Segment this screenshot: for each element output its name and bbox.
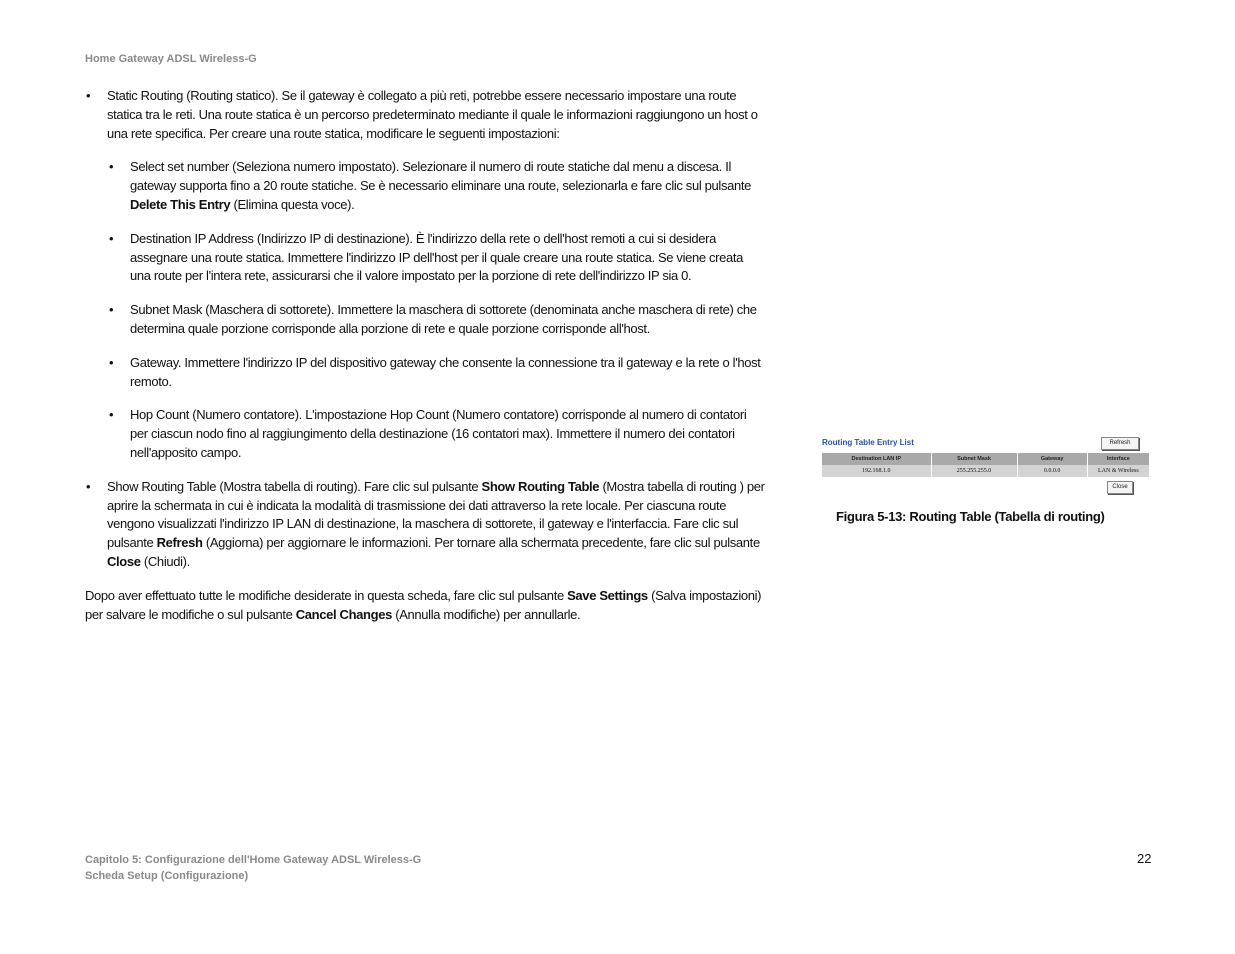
col-gateway: Gateway bbox=[1017, 453, 1087, 465]
bullet-gateway: • Gateway. Immettere l'indirizzo IP del dispositivo gateway che consente la connessione tra il gateway e la rete o l'host remoto. bbox=[108, 354, 765, 392]
routing-table-figure bbox=[818, 432, 1154, 496]
bold-show-routing-table: Show Routing Table bbox=[481, 478, 600, 494]
bullet-show-routing-table: • Show Routing Table (Mostra tabella di routing). Fare clic sul pulsante Show Routing Table (Mostra tabella di routing ) per aprire la schermata in cui è indicata la modalità di trasmissione dei dati attraverso la rete locale. Per ciascuna route vengono visualizzati l'indirizzo IP LAN di destinazione, la maschera di sottorete, il gateway e l'interfaccia. Fare clic sul pulsante Refresh (Aggiorna) per aggiornare le informazioni. Per tornare alla schermata precedente, fare clic sul pulsante Close (Chiudi). bbox=[85, 478, 765, 572]
footer-section: Scheda Setup (Configurazione) bbox=[85, 870, 249, 882]
routing-table bbox=[822, 453, 1150, 477]
refresh-button[interactable]: Refresh bbox=[1101, 437, 1139, 450]
bold-close: Close bbox=[107, 553, 141, 569]
bullet-destination-ip: • Destination IP Address (Indirizzo IP di destinazione). È l'indirizzo della rete o dell'host remoti a cui si desidera assegnare una route statica. Immettere l'indirizzo IP dell'host per il quale creare una route statica. Se viene creata una route per l'intera rete, assicurarsi che il valore impostato per la porzione di rete dell'indirizzo IP sia 0. bbox=[108, 230, 765, 286]
table-row bbox=[822, 465, 1150, 477]
bold-delete-this-entry: Delete This Entry bbox=[130, 196, 231, 212]
col-interface: Interface bbox=[1087, 453, 1149, 465]
bold-cancel-changes: Cancel Changes bbox=[295, 606, 392, 622]
bold-save-settings: Save Settings bbox=[567, 587, 648, 603]
routing-table-title: Routing Table Entry List bbox=[822, 438, 914, 447]
figure-caption: Figura 5-13: Routing Table (Tabella di routing) bbox=[836, 509, 1105, 524]
footer-chapter: Capitolo 5: Configurazione dell'Home Gateway ADSL Wireless-G bbox=[85, 854, 422, 866]
bullet-hop-count: • Hop Count (Numero contatore). L'impostazione Hop Count (Numero contatore) corrisponde al numero di contatori per ciascun nodo fino al raggiungimento della destinazione (16 contatori max). Immettere il numero dei contatori nell'apposito campo. bbox=[108, 406, 765, 462]
running-header: Home Gateway ADSL Wireless-G bbox=[85, 53, 257, 65]
bullet-subnet-mask: • Subnet Mask (Maschera di sottorete). Immettere la maschera di sottorete (denominata anche maschera di rete) che determina quale porzione corrisponde alla porzione di rete e quale porzione corrisponde all'host. bbox=[108, 301, 765, 339]
close-button[interactable]: Close bbox=[1107, 481, 1133, 494]
cell-destination: 192.168.1.0 bbox=[822, 465, 931, 477]
closing-paragraph: Dopo aver effettuato tutte le modifiche desiderate in questa scheda, fare clic sul pulsante Save Settings (Salva impostazioni) per salvare le modifiche o sul pulsante Cancel Changes (Annulla modifiche) per annullarle. bbox=[85, 587, 762, 622]
bold-refresh: Refresh bbox=[156, 535, 203, 551]
footer bbox=[85, 852, 421, 884]
page-number: 22 bbox=[1137, 851, 1152, 866]
col-destination-lan-ip: Destination LAN IP bbox=[822, 453, 931, 465]
cell-gateway: 0.0.0.0 bbox=[1017, 465, 1087, 477]
table-header-row bbox=[822, 453, 1150, 465]
cell-interface: LAN & Wireless bbox=[1087, 465, 1149, 477]
cell-subnet: 255.255.255.0 bbox=[931, 465, 1017, 477]
col-subnet-mask: Subnet Mask bbox=[931, 453, 1017, 465]
bullet-select-set-number: • Select set number (Seleziona numero impostato). Selezionare il numero di route statiche dal menu a discesa. Il gateway supporta fino a 20 route statiche. Se è necessario eliminare una route, selezionarla e fare clic sul pulsante Delete This Entry (Elimina questa voce). bbox=[108, 158, 765, 214]
body-text bbox=[85, 87, 765, 624]
bullet-static-routing: • Static Routing (Routing statico). Se il gateway è collegato a più reti, potrebbe essere necessario impostare una route statica tra le reti. Una route statica è un percorso predeterminato mediante il quale le informazioni raggiungono un host o una rete specifica. Per creare una route statica, modificare le seguenti impostazioni: bbox=[85, 87, 765, 143]
